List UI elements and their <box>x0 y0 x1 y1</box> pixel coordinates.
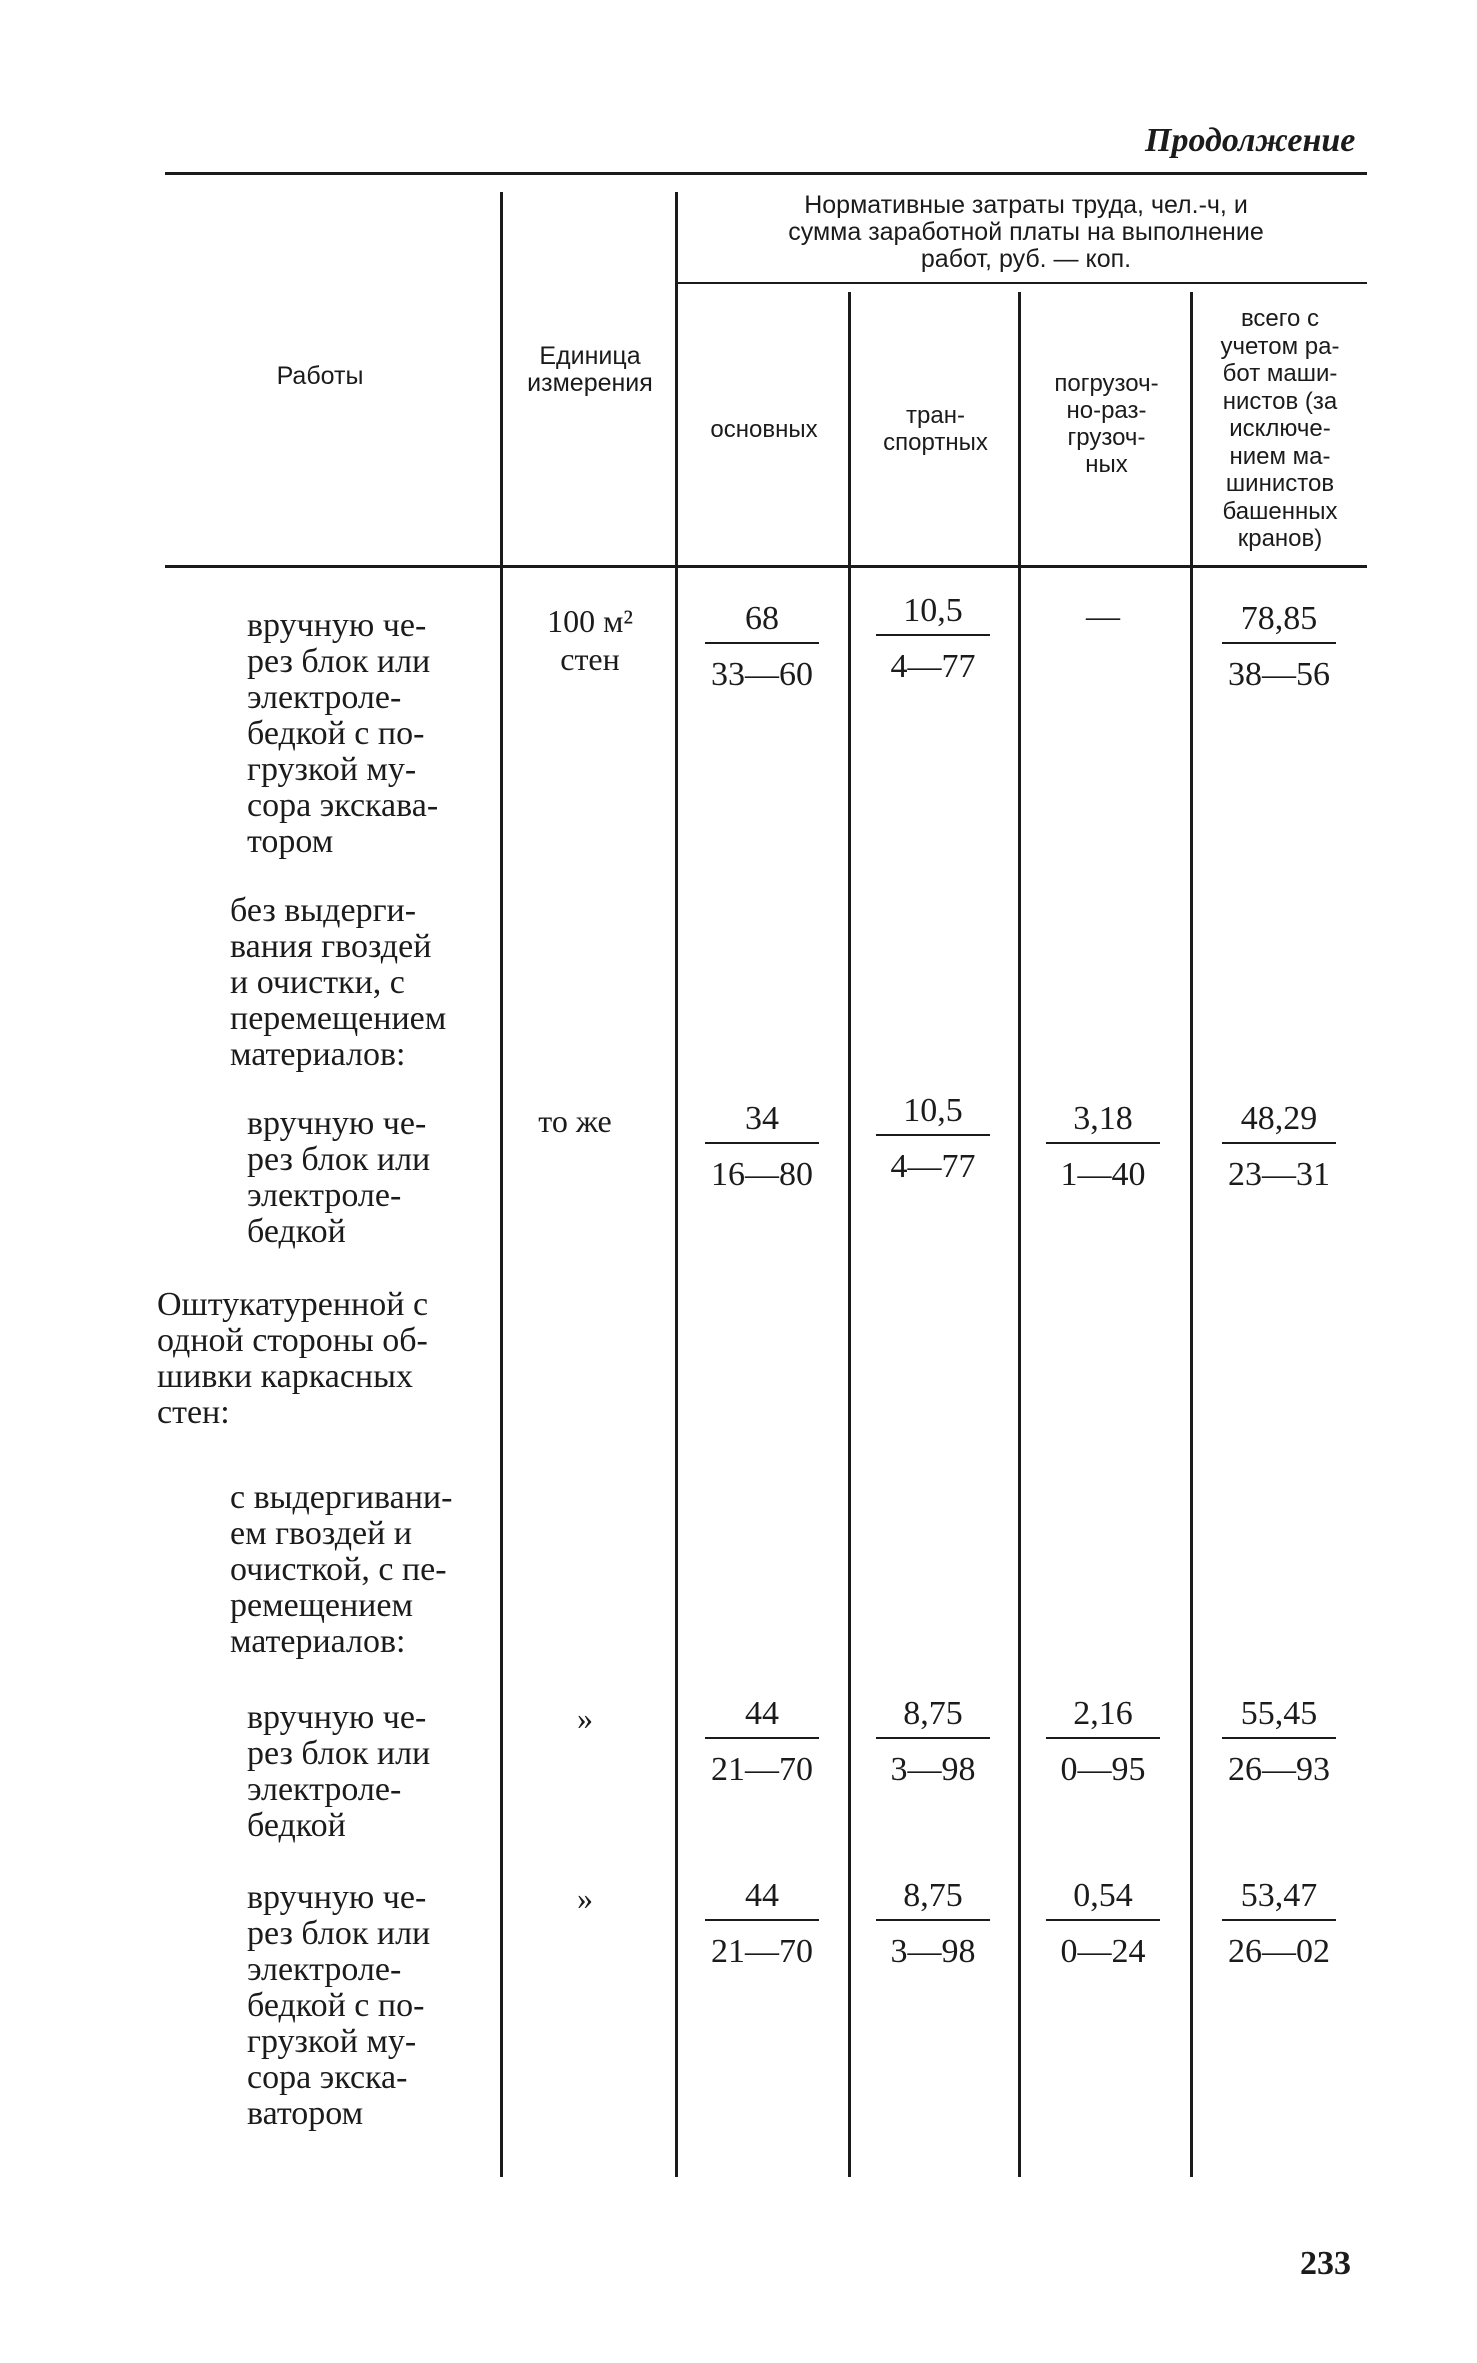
value-loading: 2,16 0—95 <box>1038 1695 1168 1789</box>
value-transport: 10,5 4—77 <box>868 592 998 686</box>
value-main: 34 16—80 <box>697 1100 827 1194</box>
column-divider-main <box>675 192 678 2177</box>
header-group: Нормативные затраты труда, чел.-ч, и сумма заработной платы на выполнение работ, руб. — коп. <box>788 191 1264 273</box>
value-total: 78,85 38—56 <box>1214 600 1344 694</box>
header-work: Работы <box>276 362 364 390</box>
table-top-rule <box>165 172 1367 175</box>
unit-cell: » <box>577 1880 593 1916</box>
unit-cell: » <box>577 1700 593 1736</box>
value-main: 44 21—70 <box>697 1695 827 1789</box>
work-cell: вручную че- рез блок или электроле- бедкой с по- грузкой му- сора экска- ватором <box>247 1879 431 2132</box>
header-bottom-rule <box>165 565 1367 568</box>
page-number: 233 <box>1300 2245 1351 2282</box>
work-cell: вручную че- рез блок или электроле- бедкой с по- грузкой му- сора экскава- тором <box>247 607 439 860</box>
group-header-rule <box>678 282 1367 284</box>
unit-cell: то же <box>538 1103 612 1139</box>
value-main: 68 33—60 <box>697 600 827 694</box>
value-loading: — <box>1086 598 1120 635</box>
value-transport: 8,75 3—98 <box>868 1695 998 1789</box>
value-total: 53,47 26—02 <box>1214 1877 1344 1971</box>
value-transport: 10,5 4—77 <box>868 1092 998 1186</box>
value-total: 55,45 26—93 <box>1214 1695 1344 1789</box>
work-cell: с выдергивани- ем гвоздей и очисткой, с пе- ремещением материалов: <box>230 1479 453 1660</box>
column-divider-total <box>1190 292 1193 2177</box>
work-cell: Оштукатуренной с одной стороны об- шивки каркасных стен: <box>157 1286 429 1431</box>
value-loading: 0,54 0—24 <box>1038 1877 1168 1971</box>
work-cell: без выдерги- вания гвоздей и очистки, с перемещением материалов: <box>230 892 447 1073</box>
work-cell: вручную че- рез блок или электроле- бедкой <box>247 1699 431 1844</box>
value-main: 44 21—70 <box>697 1877 827 1971</box>
continuation-label: Продолжение <box>1145 122 1356 159</box>
value-loading: 3,18 1—40 <box>1038 1100 1168 1194</box>
header-total: всего с учетом ра- бот маши- нистов (за исключе- нием ма- шинистов башенных кранов) <box>1220 305 1340 552</box>
column-divider-loading <box>1018 292 1021 2177</box>
value-total: 48,29 23—31 <box>1214 1100 1344 1194</box>
unit-cell: 100 м² стен <box>547 603 633 677</box>
value-transport: 8,75 3—98 <box>868 1877 998 1971</box>
header-main: основных <box>710 416 818 443</box>
work-cell: вручную че- рез блок или электроле- бедкой <box>247 1105 431 1250</box>
header-unit: Единица измерения <box>527 342 653 397</box>
header-loading: погрузоч- но-раз- грузоч- ных <box>1054 370 1159 478</box>
header-transport: тран- спортных <box>883 402 988 456</box>
column-divider-transport <box>848 292 851 2177</box>
